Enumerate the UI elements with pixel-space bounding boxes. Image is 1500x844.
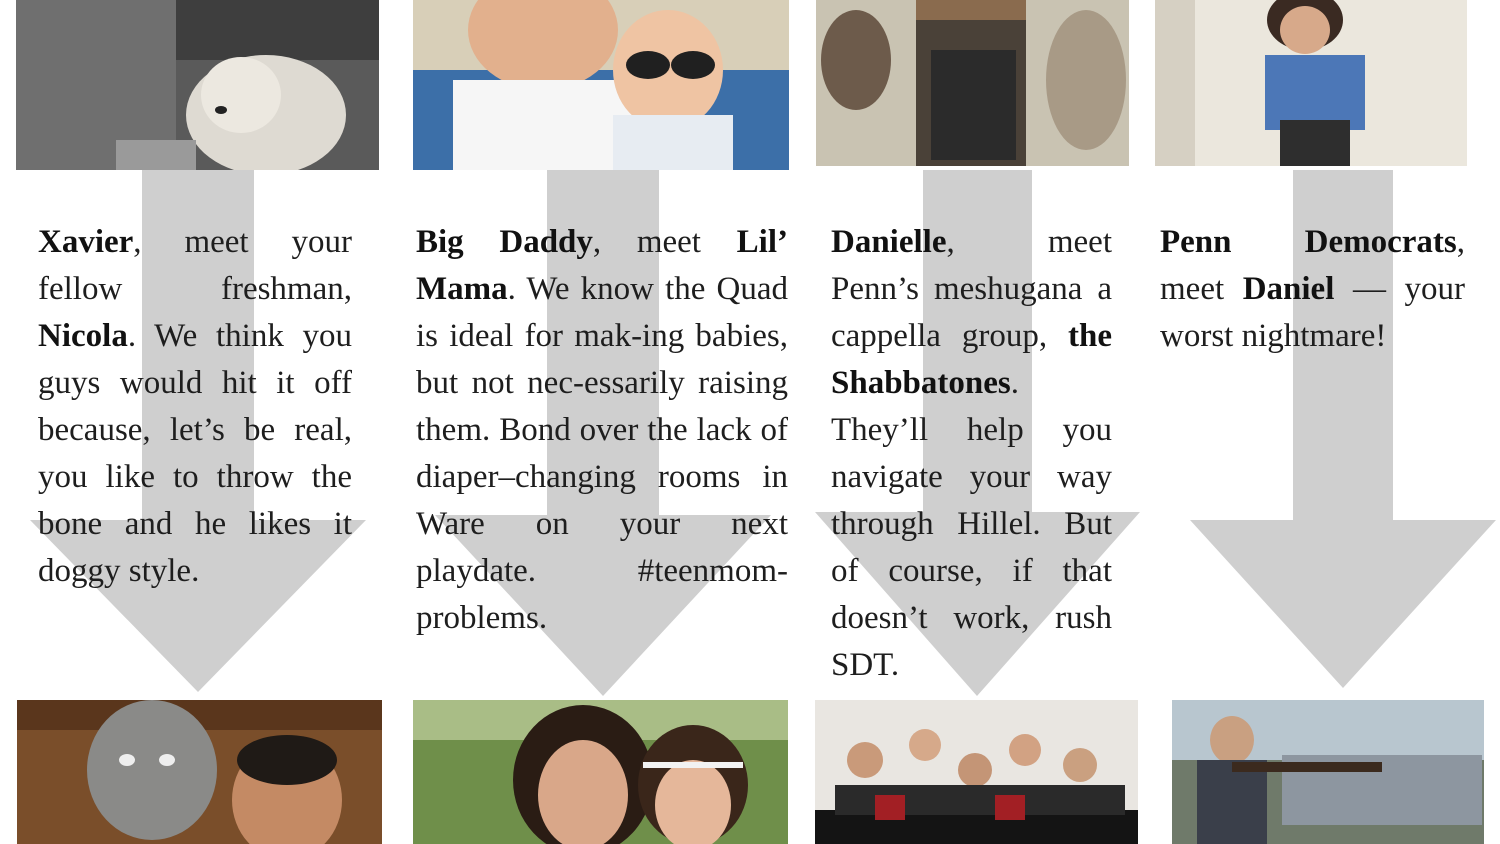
bold-name: Penn Democrats — [1160, 224, 1457, 260]
blurb-big-daddy — [416, 219, 788, 642]
blurb-text: , meet — [1160, 224, 1465, 307]
photo-dog-with-man — [17, 700, 382, 844]
bold-name: Big Daddy — [416, 224, 593, 260]
blurb-text: . We think you guys would hit it off because, let’s be real, you like to throw the bone and he likes it doggy style. — [38, 318, 352, 589]
blurb-penn-democrats — [1160, 219, 1465, 360]
blurb-text: . They’ll help you navigate your way through Hillel. But of course, if that doesn’t work, rush SDT. — [831, 365, 1112, 683]
photo-man-with-golden-retriever — [16, 0, 379, 170]
photo-woman-in-sequin-dress — [816, 0, 1129, 166]
blurb-danielle — [831, 219, 1112, 689]
bold-name: Xavier — [38, 224, 134, 260]
blurb-xavier — [38, 219, 352, 595]
photo-two-girls-outdoors — [413, 700, 788, 844]
bold-name: Lil’ Mama — [416, 224, 788, 307]
bold-name: the Shabbatones — [831, 318, 1112, 401]
blurb-text: , meet — [592, 224, 737, 260]
blurb-text: . We know the Quad is ideal for mak-ing babies, but not nec-essarily raising them. Bond over the lack of diaper–changing rooms in Ware on your next playdate. #teenmom-problems. — [416, 271, 788, 636]
photo-a-cappella-group — [815, 700, 1138, 844]
photo-young-man-holding-girl-in-sunglasses — [413, 0, 789, 170]
bold-name: Daniel — [1242, 271, 1335, 307]
bold-name: Nicola — [38, 318, 128, 354]
blurb-text: , meet Penn’s meshugana a cappella group, — [831, 224, 1112, 354]
bold-name: Danielle — [831, 224, 947, 260]
photo-students-piggyback — [1155, 0, 1467, 166]
blurb-text: , meet your fellow freshman, — [38, 224, 352, 307]
blurb-text: — your worst nightmare! — [1160, 271, 1465, 354]
photo-man-aiming-rifle — [1172, 700, 1484, 844]
